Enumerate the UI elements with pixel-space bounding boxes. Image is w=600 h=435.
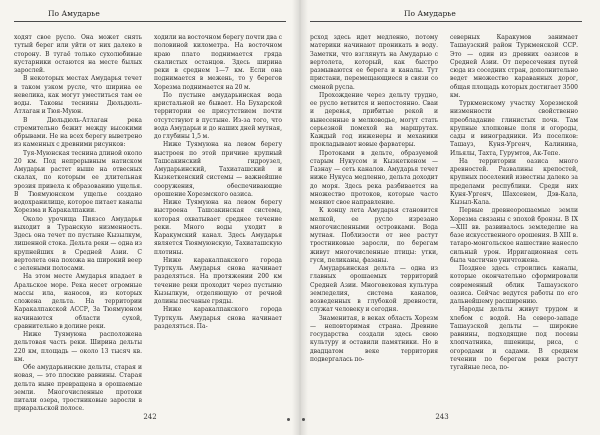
paragraph: На территории оазиса много древностей. Развалины крепостей, крупных поселений известны далеко за пределами республики. Среди них Куня-Ургенч, Шахсенем, Дэв-Кала, Кызыл-Кала. [450,157,578,206]
paragraph: Ниже Туямуюна расположена дельтовая часть реки. Ширина дельты 220 км, площадь — около 13 тысяч кв. км. [14,331,142,363]
paragraph: Первые древнеорошаемые земли Хорезма связаны с эпохой бронзы. В IX—XIII вв. развивалось земледелие на базе искусственного орошения. В XIII в. татаро-монгольское нашествие нанесло сильный урон. Ирригационная сеть была частично уничтожена. [450,207,578,264]
right-page [300,0,600,435]
text-column-2 [450,34,578,404]
paragraph: Туя-Муюнская теснина длиной около 20 км. Под непрерывным натиском Амударьи растет выше на отвесных скалах, по которым ее длительная эрозия привела к образованию ущелья. В Тюямуюнском ущелье создано водохранилище, которое питает каналы Хорезма и Каракалпакии. [14,149,142,215]
paragraph: Ниже каракалпакского города Турткуль Амударья снова начинает разделяться. Па- [154,306,282,330]
text-column-2 [154,34,282,404]
paragraph: Обе амударьинские дельты, старая и новая, — это плоские равнины. Старая дельта ныне превращена в орошаемые земли. Многочисленные протоки питали озера, тростниковые заросли в приаральской полосе. [14,364,142,413]
paragraph: Позднее здесь строились каналы, которые окончательно сформировали современный облик Ташаузского оазиса. Сейчас ведутся работы по его дальнейшему расширению. [450,265,578,305]
running-header [14,9,286,22]
text-column-1 [310,34,438,404]
paragraph: По пустыне амударьинская вода кристальной не бывает. На Бухарской территории ее присутствием почти отсутствуют в пустыне. Из-за того, что вода Амударьи и до наших дней мутная, до глубины 1,5 м. [154,91,282,140]
running-header [310,9,582,22]
paragraph: Туркменскому участку Хорезмской низменности свойственно преобладание глинистых почв. Там крупные хлопковые поля и огороды, сады и виноградники. Из поселков: Ташауз, Куня-Ургенч, Калинина, Ильялы, Тахта, Гурумтов, Ак-Тепе. [450,100,578,157]
paragraph: Амударьинская дельта — одна из главных орошаемых территорий Средней Азии. Многовековая культура земледелия, система каналов, возведенных в глубокой древности, служат человеку и сегодня. [310,265,438,314]
paragraph: К концу лета Амударья становится мелкой, ее русло изрезано многочисленными островками. Вода мутная. Поблизости от нее растут тростниковые заросли, по берегам живут многочисленные птицы: утки, гуси, пеликаны, фазаны. [310,207,438,264]
paragraph: Ниже Туямуюна на левом берегу выстроена Ташсакинская система, которая охватывает среднее течение реки. Много воды уходит в Каракумский канал. Здесь Амударья является Тюямуюнскую, Тахиаташскую плотины. [154,199,282,256]
paragraph: В Дюльдюль-Атлаган река стремительно бежит между высокими обрывами. Не на всех берегу выветрено из каменных с древними рисунков: [14,116,142,149]
paragraph: ходили на восточном берегу почти два с половиной километра. На восточном краю плато поднимается гряда скалистых останцов. Здесь ширина реки в среднем 1—7 км. Если она поднимается в межень, то у берегов Хорезма поднимается на 20 м. [154,34,282,91]
paragraph: северных Каракумов занимает Ташаузский район Туркменской ССР. Это — один из древних оазисов в Средней Азии. От пересечения путей сюда из соседних стран, дополнительно ведет множество караванных дорог, общая площадь которых достигает 3500 км. [450,34,578,99]
paragraph: рсход здесь идет медленно, потому материки начинают проникать в воду. Заметки, что взглянуть на Амударью с вертолета, который, как быстро размываются ее берега и каналы. Тут пристани, перемещающиеся в связи со сменой русла. [310,34,438,91]
paragraph: На этом месте Амударья впадает в Аральское море. Река несет огромные массы ила, наносов, из которых сложена дельта. На территории Каракалпакской АССР, За Тюямуюном начинаются области сухой, сравнительно в долине реки. [14,273,142,330]
paragraph: Знаменитая, в веках область Хорезм — неповторимая страна. Древние государства создали здесь свою культуру и оставили памятники. Но в двадцатом веке территория подвергалась по- [310,314,438,363]
text-column-1 [14,34,142,413]
paragraph: Протоками в дельте, образуемой старым Нукусом и Кызкеткеном — Газнау — сеть каналов. Амударья течет ниже Нукуса медленно, дельта доходит до моря. Здесь река разбивается на множество протоков, которые часто меняют свое направление. [310,149,438,206]
book-gutter [292,0,308,435]
paragraph: Около урочища Пиязсо Амударья выходит в Туранскую низменность. Здесь она течет по пустыне Кызылкум, лишенной стока. Дельта реки — одна из крупнейших в Средней Азии. С вертолета она похожа на широкий веер с зелеными полосами. [14,215,142,272]
page-number: 243 [435,413,449,421]
paragraph: Ниже Туямуюна на левом берегу выстроен по этой причине крупный Ташсакинский гидроузел, Амударьинский, Тахиаташский и Кызкеткенский системы — важнейшие сооружения, обеспечивающие орошение Хорезмского оазиса. [154,141,282,198]
paragraph: Прохождение через дельту трудно, ее русло ветвится и непостоянно. Сваи и деревья, прибитые рекой и вынесенные в мелководье, могут стать серьезной помехой на маршрутах. Каждый год инженеры и механики прокладывают новые фарватеры. [310,91,438,149]
page-mark-dot [287,418,290,421]
paragraph: Ниже каракалпакского города Турткуль Амударья снова начинает разделяться. На протяжении 200 км течение реки проходит через пустыню Кызылкум, отделяющую от речной долины песчаные гряды. [154,256,282,305]
running-header-title: По Амударье [48,9,100,18]
paragraph: ходят свое русло. Она может снять тутый берег или уйти от них далеко в сторону. В тугаё только сухолюбивые кустарники остаются на месте былых зарослей. [14,34,142,74]
page-number: 242 [143,413,157,421]
paragraph: В некоторых местах Амударья течет в таком узком русле, что ширина ее невелика, как могут уместиться там ее воды. Таковы теснины Дюльдюль-Атлаган и Тюя-Муюн. [14,75,142,116]
paragraph: Народы дельты живут трудом и хлебом с водой. На северо-западе Ташаузской дельты — широкие равнины, подходящие под посевы хлопчатника, пшеницы, риса, с огородами и садами. В среднем течении по берегам реки растут тугайные леса, по- [450,306,578,371]
running-header-title: По Амударье [404,9,456,18]
